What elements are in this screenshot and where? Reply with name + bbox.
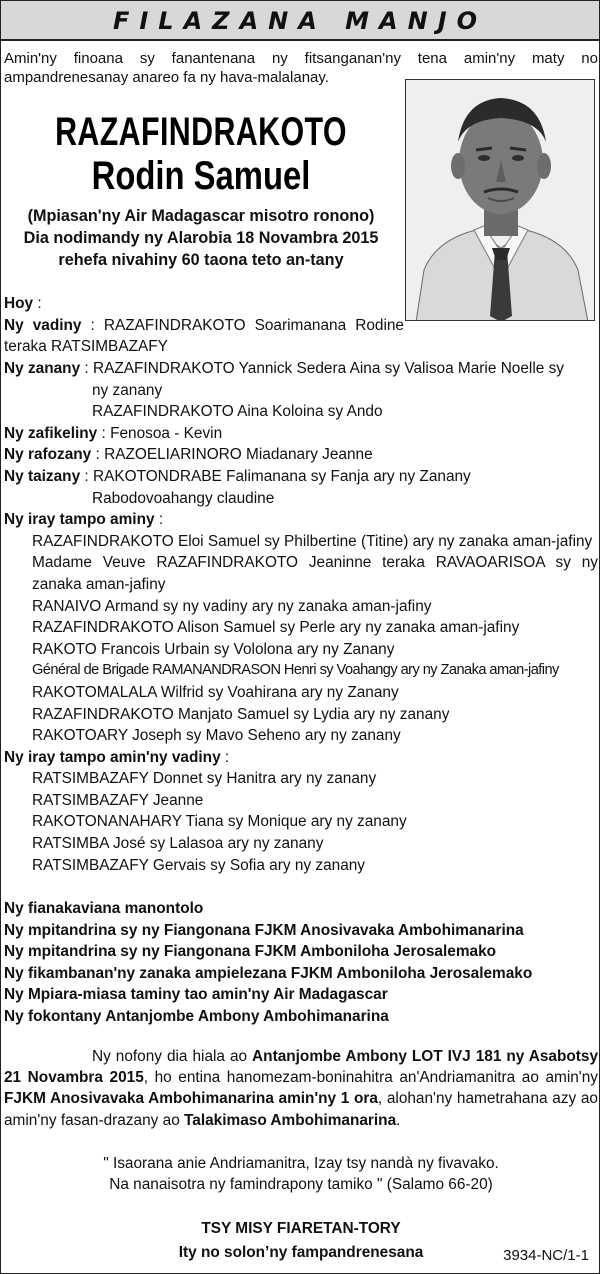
reference-code: 3934-NC/1-1 xyxy=(503,1247,589,1264)
notice-text-4: . xyxy=(396,1111,401,1129)
spouse-sibling-item: RATSIMBA José sy Lalasoa ary ny zanany xyxy=(32,835,324,853)
notice-location: Antanjombe Ambony LOT IVJ 181 ny Asabotsy 21 Novambra 2015 xyxy=(4,1048,599,1087)
spouse-label: Ny vadiny xyxy=(4,316,82,334)
spouse-sibling-item: RAKOTONANAHARY Tiana sy Monique ary ny zanany xyxy=(32,813,407,831)
siblings-label: Ny iray tampo aminy xyxy=(4,511,155,529)
bible-quote xyxy=(1,1153,600,1195)
group-item: Ny mpitandrina sy ny Fiangonana FJKM Anosivavaka Ambohimanarina xyxy=(4,921,524,939)
in-law-label: Ny rafozany xyxy=(4,446,92,464)
children-line-1: RAZAFINDRAKOTO Yannick Sedera Aina sy Valisoa Marie Noelle sy xyxy=(92,360,564,377)
sibling-item: RAKOTO Francois Urbain sy Vololona ary ny Zanany xyxy=(32,640,395,658)
notice-church-time: FJKM Anosivavaka Ambohimanarina amin'ny 1 ora xyxy=(4,1090,378,1108)
family-section: Ny zanany : RAZAFINDRAKOTO Yannick Sedera Aina sy Valisoa Marie Noelle sy ny zanany RAZAFINDRAKOTO Aina Koloina sy Ando Ny zafikeliny : Fenosoa - Kevin Ny rafozany : RAZOELIARINORO Miadanary Jeanne Ny taizany : RAKOTONDRABE Falimanana sy Fanja ary ny Zanany Rabodovoahangy claudine Ny iray tampo aminy : RAZAFINDRAKOTO Eloi Samuel sy Philbertine (Titine) ary ny zanaka aman-jafiny Madame Veuve RAZAFINDRAKOTO Jeaninne teraka RAVAOARISOA sy ny zanaka aman-jafiny RANAIVO Armand sy ny vadiny ary ny zanaka aman-jafiny RAZAFINDRAKOTO Alison Samuel sy Perle ary ny zanaka aman-jafiny RAKOTO Francois Urbain sy Vololona ary ny Zanany Général de Brigade RAMANANDRASON Henri sy Voahangy ary ny Zanaka aman-jafiny RAKOTOMALALA Wilfrid sy Voahirana ary ny Zanany RAZAFINDRAKOTO Manjato Samuel sy Lydia ary ny zanany RAKOTOARY Joseph sy Mavo Seheno ary ny zanany Ny iray tampo amin'ny vadiny : RATSIMBAZAFY Donnet sy Hanitra ary ny zanany RATSIMBAZAFY Jeanne RAKOTONANAHARY Tiana sy Monique ary ny zanany RATSIMBA José sy Lalasoa ary ny zanany RATSIMBAZAFY Gervais sy Sofia ary ny zanany xyxy=(4,358,598,876)
quote-line-2: Na nanaisotra ny famindrapony tamiko " (Salamo 66-20) xyxy=(109,1176,493,1193)
spouse-siblings-label: Ny iray tampo amin'ny vadiny xyxy=(4,748,221,766)
grandchildren-label: Ny zafikeliny xyxy=(4,424,98,442)
footer-line-1: TSY MISY FIARETAN-TORY xyxy=(201,1220,401,1237)
footer-line-2: Ity no solon’ny fampandrenesana xyxy=(178,1244,424,1261)
foster-line-2: Rabodovoahangy claudine xyxy=(92,489,275,507)
banner-title: FILAZANA MANJO xyxy=(112,7,488,35)
deceased-given-names: Rodin Samuel xyxy=(91,154,311,198)
groups-list xyxy=(4,898,598,1028)
quote-line-1: " Isaorana anie Andriamanitra, Izay tsy nandà ny fivavako. xyxy=(103,1155,499,1172)
hoy-label: Hoy xyxy=(4,295,34,312)
deceased-age: rehefa nivahiny 60 taona teto an-tany xyxy=(58,251,344,269)
notice-text-2: , ho entina hanomezam-boninahitra an'Andriamanitra ao amin'ny xyxy=(143,1069,598,1087)
deceased-occupation: (Mpiasan'ny Air Madagascar misotro ronono) xyxy=(27,207,375,225)
in-law-value: RAZOELIARINORO Miadanary Jeanne xyxy=(104,446,373,464)
funeral-notice xyxy=(4,1046,598,1131)
spouse-line-1: RAZAFINDRAKOTO Soarimanana Rodine xyxy=(103,316,404,334)
sibling-item: RAZAFINDRAKOTO Eloi Samuel sy Philbertine (Titine) ary ny zanaka aman-jafiny xyxy=(32,532,593,550)
spouse-line-2: teraka RATSIMBAZAFY xyxy=(4,338,168,356)
notice-text-3: , alohan'ny hametrahana azy ao amin'ny fasan-drazany ao xyxy=(4,1090,598,1129)
children-line-2: ny zanany xyxy=(92,381,163,399)
foster-line-1: RAKOTONDRABE Falimanana sy Fanja ary ny Zanany xyxy=(92,467,471,485)
spouse-sibling-item: RATSIMBAZAFY Donnet sy Hanitra ary ny zanany xyxy=(32,770,377,788)
group-item: Ny fianakaviana manontolo xyxy=(4,900,204,917)
foster-label: Ny taizany xyxy=(4,467,81,485)
children-line-3: RAZAFINDRAKOTO Aina Koloina sy Ando xyxy=(92,403,383,421)
sibling-item: Madame Veuve RAZAFINDRAKOTO Jeaninne teraka RAVAOARISOA sy ny zanaka aman-jafiny xyxy=(32,554,598,593)
group-item: Ny mpitandrina sy ny Fiangonana FJKM Amboniloha Jerosalemako xyxy=(4,943,497,961)
deceased-heading xyxy=(1,111,401,271)
group-item: Ny Mpiara-miasa taminy tao amin'ny Air Madagascar xyxy=(4,986,388,1004)
spouse-sibling-item: RATSIMBAZAFY Jeanne xyxy=(32,791,204,809)
notice-text-1: Ny nofony dia hiala ao xyxy=(92,1048,253,1065)
portrait-photo xyxy=(405,79,595,321)
grandchildren-value: Fenosoa - Kevin xyxy=(110,424,223,442)
group-item: Ny fikambanan'ny zanaka ampielezana FJKM Amboniloha Jerosalemako xyxy=(4,964,533,982)
deceased-surname: RAZAFINDRAKOTO xyxy=(55,110,347,154)
sibling-item: RAZAFINDRAKOTO Manjato Samuel sy Lydia ary ny zanany xyxy=(32,705,450,723)
deceased-date: Dia nodimandy ny Alarobia 18 Novambra 2015 xyxy=(23,229,379,247)
spouse-sibling-item: RATSIMBAZAFY Gervais sy Sofia ary ny zanany xyxy=(32,856,366,874)
header-banner xyxy=(1,1,599,41)
sibling-item: RAZAFINDRAKOTO Alison Samuel sy Perle ary ny zanaka aman-jafiny xyxy=(32,619,520,637)
group-item: Ny fokontany Antanjombe Ambony Ambohimanarina xyxy=(4,1007,389,1025)
sibling-item: RANAIVO Armand sy ny vadiny ary ny zanaka aman-jafiny xyxy=(32,597,432,615)
sibling-item: RAKOTOMALALA Wilfrid sy Voahirana ary ny Zanany xyxy=(32,683,399,701)
sibling-item: RAKOTOARY Joseph sy Mavo Seheno ary ny zanany xyxy=(32,727,401,745)
sibling-item: Général de Brigade RAMANANDRASON Henri sy Voahangy ary ny Zanaka aman-jafiny xyxy=(32,662,559,679)
intro-text: Amin'ny finoana sy fanantenana ny fitsanganan'ny tena amin'ny maty no ampandrenesanay anareo fa ny hava-malalanay. xyxy=(4,50,598,86)
portrait-illustration xyxy=(406,80,595,321)
notice-burial-place: Talakimaso Ambohimanarina xyxy=(184,1111,397,1129)
children-label: Ny zanany xyxy=(4,360,81,377)
family-section-top: Hoy : Ny vadiny : RAZAFINDRAKOTO Soarimanana Rodine teraka RATSIMBAZAFY xyxy=(4,293,404,358)
